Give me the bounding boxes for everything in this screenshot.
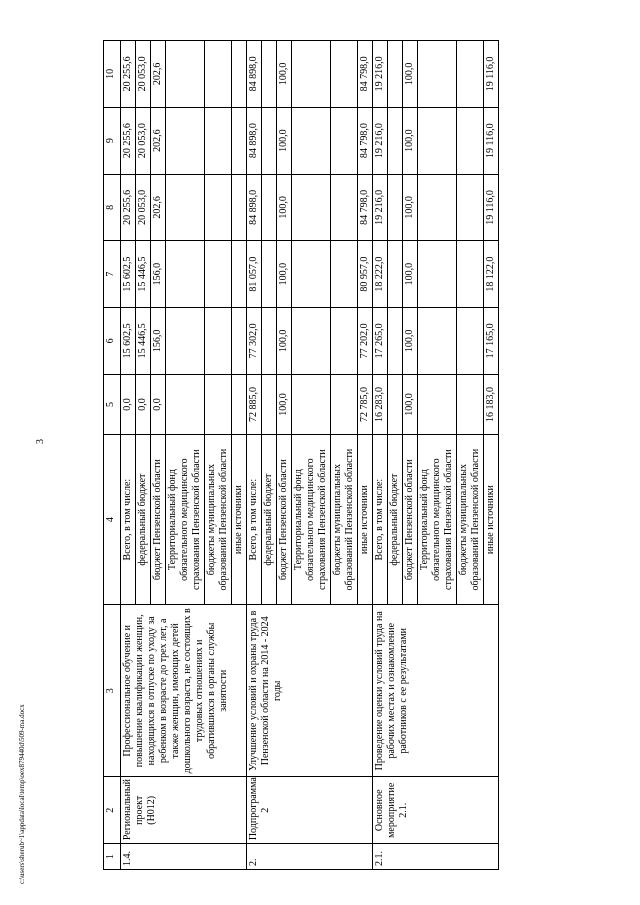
amount-cell: 15 602,5 [121, 241, 136, 308]
amount-cell: 100,0 [277, 107, 292, 174]
amount-cell [457, 107, 484, 174]
amount-cell: 156,0 [151, 241, 166, 308]
amount-cell: 19 116,0 [484, 174, 499, 241]
amount-cell [418, 308, 457, 375]
amount-cell: 20 053,0 [136, 107, 151, 174]
header-cell: 3 [104, 605, 121, 777]
row-number-cell: 2. [247, 844, 373, 870]
table-row [247, 41, 262, 870]
amount-cell: 17 165,0 [484, 308, 499, 375]
row-number-cell: 1.4. [121, 844, 247, 870]
amount-cell [388, 308, 403, 375]
funding-source-cell: бюджеты муниципальных образований Пензенской области [205, 435, 232, 605]
amount-cell: 15 446,5 [136, 241, 151, 308]
amount-cell: 17 265,0 [373, 308, 388, 375]
header-cell: 10 [104, 41, 121, 108]
amount-cell: 18 122,0 [484, 241, 499, 308]
amount-cell [331, 374, 358, 434]
amount-cell [232, 374, 247, 434]
amount-cell: 100,0 [403, 174, 418, 241]
program-cell: Подпрограмма 2 [247, 777, 373, 844]
amount-cell [166, 41, 205, 108]
amount-cell [418, 374, 457, 434]
amount-cell [262, 374, 277, 434]
amount-cell: 16 283,0 [373, 374, 388, 434]
amount-cell: 202,6 [151, 41, 166, 108]
header-cell: 5 [104, 374, 121, 434]
funding-source-cell: бюджеты муниципальных образований Пензенской области [457, 435, 484, 605]
amount-cell: 84 798,0 [358, 41, 373, 108]
amount-cell [262, 308, 277, 375]
amount-cell [292, 107, 331, 174]
amount-cell: 19 116,0 [484, 41, 499, 108]
amount-cell [457, 41, 484, 108]
table-row [373, 41, 388, 870]
amount-cell: 84 898,0 [247, 174, 262, 241]
rotated-sheet [103, 40, 628, 870]
amount-cell [205, 41, 232, 108]
funding-source-cell: бюджеты муниципальных образований Пензенской области [331, 435, 358, 605]
amount-cell: 100,0 [403, 41, 418, 108]
amount-cell [292, 308, 331, 375]
amount-cell [388, 241, 403, 308]
amount-cell: 19 116,0 [484, 107, 499, 174]
amount-cell [331, 241, 358, 308]
amount-cell [232, 107, 247, 174]
amount-cell [205, 241, 232, 308]
amount-cell: 20 255,6 [121, 41, 136, 108]
funding-source-cell: Всего, в том числе: [247, 435, 262, 605]
amount-cell [388, 374, 403, 434]
amount-cell [457, 174, 484, 241]
header-cell: 8 [104, 174, 121, 241]
funding-source-cell: иные источники [232, 435, 247, 605]
amount-cell: 19 216,0 [373, 107, 388, 174]
amount-cell: 77 202,0 [358, 308, 373, 375]
amount-cell: 18 222,0 [373, 241, 388, 308]
amount-cell [166, 107, 205, 174]
amount-cell: 0,0 [121, 374, 136, 434]
header-cell: 4 [104, 435, 121, 605]
program-cell: Региональный проект (Н012) [121, 777, 247, 844]
amount-cell [232, 174, 247, 241]
amount-cell [232, 41, 247, 108]
row-number-cell: 2.1. [373, 844, 499, 870]
funding-source-cell: федеральный бюджет [262, 435, 277, 605]
page-number: 3 [35, 439, 46, 444]
amount-cell: 80 957,0 [358, 241, 373, 308]
amount-cell [331, 308, 358, 375]
amount-cell [418, 174, 457, 241]
amount-cell: 202,6 [151, 174, 166, 241]
amount-cell: 84 898,0 [247, 41, 262, 108]
amount-cell: 72 785,0 [358, 374, 373, 434]
description-cell: Проведение оценки условий труда на рабочих местах и ознакомление работников с ее результатами [373, 605, 499, 777]
funding-source-cell: иные источники [484, 435, 499, 605]
amount-cell: 19 216,0 [373, 174, 388, 241]
amount-cell [205, 107, 232, 174]
amount-cell: 100,0 [277, 308, 292, 375]
budget-table [103, 40, 499, 870]
amount-cell: 100,0 [277, 374, 292, 434]
funding-source-cell: Всего, в том числе: [121, 435, 136, 605]
amount-cell [232, 308, 247, 375]
header-row [104, 41, 121, 870]
amount-cell [262, 174, 277, 241]
amount-cell [388, 107, 403, 174]
amount-cell [388, 174, 403, 241]
amount-cell: 81 057,0 [247, 241, 262, 308]
amount-cell [205, 374, 232, 434]
amount-cell: 0,0 [136, 374, 151, 434]
amount-cell [166, 308, 205, 375]
amount-cell: 100,0 [403, 107, 418, 174]
amount-cell [166, 374, 205, 434]
amount-cell [232, 241, 247, 308]
amount-cell: 84 798,0 [358, 107, 373, 174]
amount-cell: 84 898,0 [247, 107, 262, 174]
amount-cell: 19 216,0 [373, 41, 388, 108]
amount-cell: 16 183,0 [484, 374, 499, 434]
amount-cell [388, 41, 403, 108]
amount-cell: 156,0 [151, 308, 166, 375]
amount-cell [457, 241, 484, 308]
funding-source-cell: бюджет Пензенской области [403, 435, 418, 605]
funding-source-cell: федеральный бюджет [388, 435, 403, 605]
amount-cell: 100,0 [277, 241, 292, 308]
amount-cell [418, 241, 457, 308]
funding-source-cell: бюджет Пензенской области [277, 435, 292, 605]
amount-cell: 15 446,5 [136, 308, 151, 375]
amount-cell: 100,0 [403, 308, 418, 375]
header-cell: 1 [104, 844, 121, 870]
funding-source-cell: Территориальный фонд обязательного медицинского страхования Пензенской области [166, 435, 205, 605]
amount-cell: 20 053,0 [136, 174, 151, 241]
header-cell: 7 [104, 241, 121, 308]
amount-cell [457, 308, 484, 375]
amount-cell [418, 41, 457, 108]
amount-cell: 100,0 [277, 41, 292, 108]
header-cell: 6 [104, 308, 121, 375]
amount-cell: 202,6 [151, 107, 166, 174]
amount-cell [292, 41, 331, 108]
footer-file-path: c:\users\sherub~1\appdata\local\temp\oex879440d\509-ma.docx [18, 704, 26, 884]
amount-cell [457, 374, 484, 434]
table-row [121, 41, 136, 870]
amount-cell: 15 602,5 [121, 308, 136, 375]
amount-cell: 20 053,0 [136, 41, 151, 108]
amount-cell [331, 41, 358, 108]
amount-cell [166, 241, 205, 308]
amount-cell [205, 308, 232, 375]
header-cell: 9 [104, 107, 121, 174]
table-body [121, 41, 499, 870]
amount-cell: 100,0 [277, 174, 292, 241]
funding-source-cell: Территориальный фонд обязательного медицинского страхования Пензенской области [292, 435, 331, 605]
amount-cell: 0,0 [151, 374, 166, 434]
amount-cell: 84 798,0 [358, 174, 373, 241]
amount-cell [418, 107, 457, 174]
amount-cell [331, 174, 358, 241]
funding-source-cell: Территориальный фонд обязательного медицинского страхования Пензенской области [418, 435, 457, 605]
amount-cell [262, 241, 277, 308]
amount-cell [292, 374, 331, 434]
amount-cell: 20 255,6 [121, 174, 136, 241]
amount-cell [292, 241, 331, 308]
amount-cell: 20 255,6 [121, 107, 136, 174]
funding-source-cell: бюджет Пензенской области [151, 435, 166, 605]
funding-source-cell: Всего, в том числе: [373, 435, 388, 605]
funding-source-cell: федеральный бюджет [136, 435, 151, 605]
description-cell: Профессиональное обучение и повышение квалификации женщин, находящихся в отпуске по уходу за ребенком в возрасте до трех лет, а также женщин, имеющих детей дошкольного возраста, не состоящих в трудовых отношениях и обратившихся в органы службы занятости [121, 605, 247, 777]
amount-cell: 72 885,0 [247, 374, 262, 434]
amount-cell [205, 174, 232, 241]
description-cell: Улучшение условий и охраны труда в Пензенской области на 2014 - 2024 годы [247, 605, 373, 777]
amount-cell [262, 107, 277, 174]
amount-cell [292, 174, 331, 241]
funding-source-cell: иные источники [358, 435, 373, 605]
header-cell: 2 [104, 777, 121, 844]
amount-cell [331, 107, 358, 174]
program-cell: Основное мероприятие 2.1. [373, 777, 499, 844]
amount-cell [262, 41, 277, 108]
amount-cell [166, 174, 205, 241]
amount-cell: 77 302,0 [247, 308, 262, 375]
amount-cell: 100,0 [403, 374, 418, 434]
amount-cell: 100,0 [403, 241, 418, 308]
